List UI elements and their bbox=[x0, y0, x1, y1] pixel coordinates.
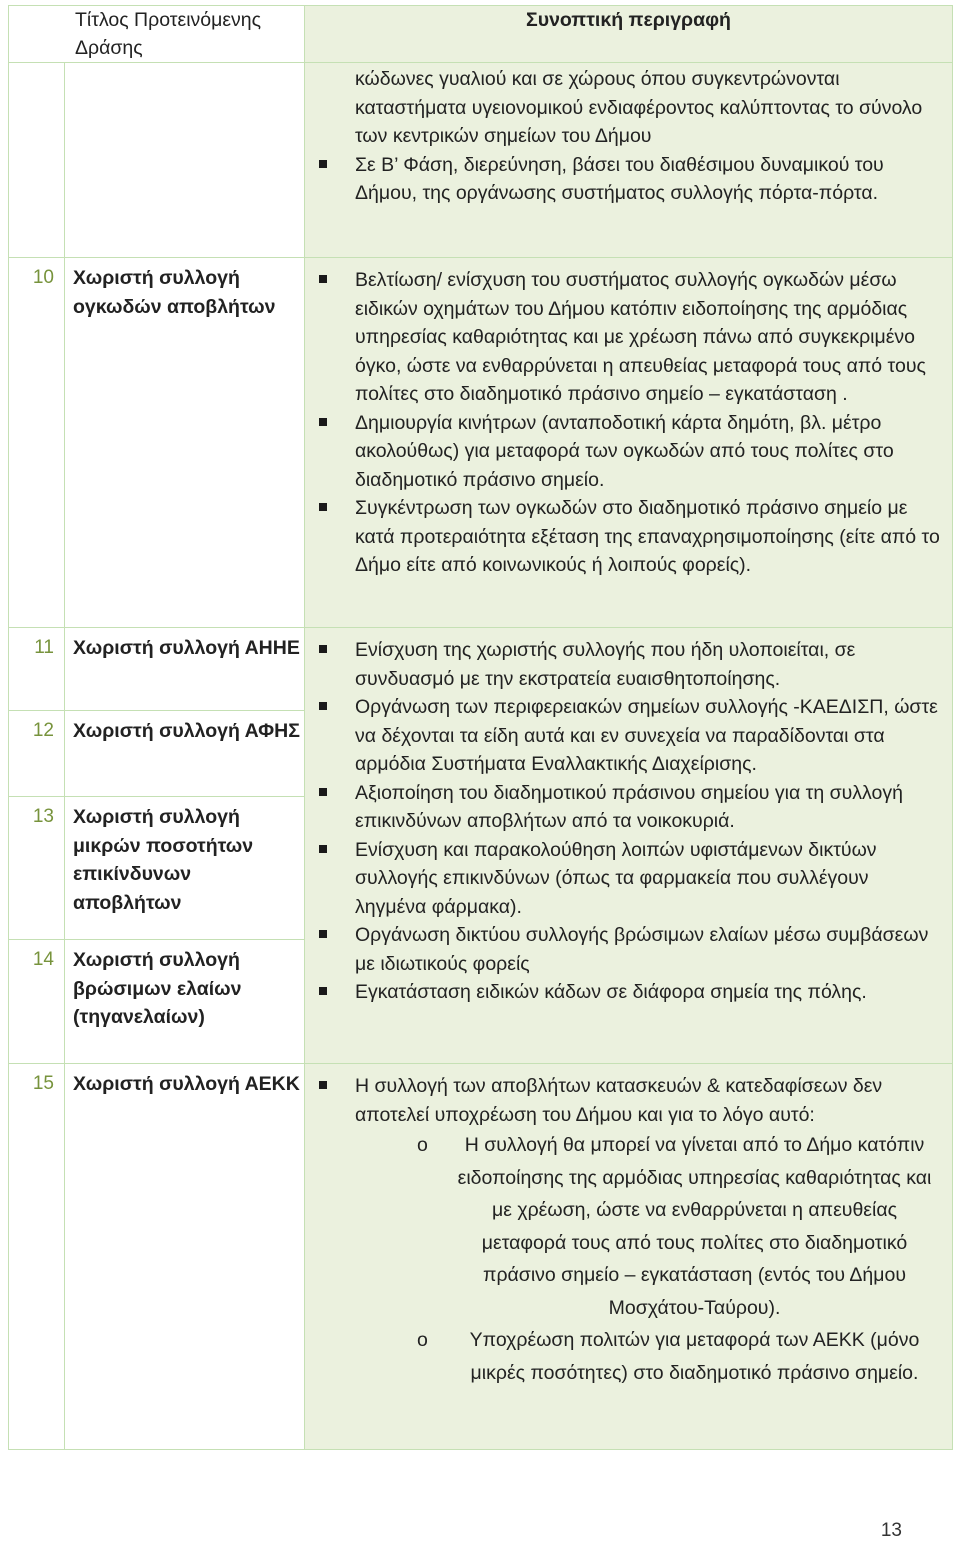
header-description-column: Συνοπτική περιγραφή bbox=[305, 6, 953, 63]
description-cell bbox=[305, 628, 953, 1064]
row-number: 10 bbox=[9, 258, 65, 628]
action-title: Χωριστή συλλογή ΑΗΗΕ bbox=[65, 628, 304, 711]
sub-list-item: o Υποχρέωση πολιτών για μεταφορά των ΑΕΚΚ (μόνο μικρές ποσότητες) στο διαδημοτικό πράσινο σημείο. bbox=[437, 1324, 942, 1389]
header-title-column bbox=[9, 6, 305, 63]
list-item: Βελτίωση/ ενίσχυση του συστήματος συλλογής ογκωδών μέσω ειδικών οχημάτων του Δήμου κατόπιν ειδοποίησης της αρμόδιας υπηρεσίας καθαριότητας και με χρέωση πάνω από συγκεκριμένο όγκο, ώστε να ενθαρρύνεται η απευθείας μεταφορά τους από τους πολίτες στο διαδημοτικό πράσινο σημείο – εγκατάσταση . bbox=[317, 266, 942, 409]
list-item: Οργάνωση δικτύου συλλογής βρώσιμων ελαίων μέσω συμβάσεων με ιδιωτικούς φορείς bbox=[317, 921, 942, 978]
list-item: Δημιουργία κινήτρων (ανταποδοτική κάρτα δημότη, βλ. μέτρο ακολούθως) για μεταφορά των ογκωδών από τους πολίτες στο διαδημοτικό πράσινο σημείο. bbox=[317, 409, 942, 495]
title-cell-empty bbox=[65, 63, 305, 258]
bullet-square-icon bbox=[319, 645, 327, 653]
list-item: Συγκέντρωση των ογκωδών στο διαδημοτικό πράσινο σημείο με κατά προτεραιότητα εξέταση της επαναχρησιμοποίησης (είτε από το Δήμο είτε από κοινωνικούς ή λοιπούς φορείς). bbox=[317, 494, 942, 580]
list-item: Ενίσχυση και παρακολούθηση λοιπών υφιστάμενων δικτύων συλλογής επικινδύνων (όπως τα φαρμακεία που συλλέγουν ληγμένα φάρμακα). bbox=[317, 836, 942, 922]
number-cell-empty bbox=[9, 63, 65, 258]
table-row bbox=[9, 1064, 953, 1450]
list-item: Σε Β’ Φάση, διερεύνηση, βάσει του διαθέσιμου δυναμικού του Δήμου, της οργάνωσης συστήματος συλλογής πόρτα-πόρτα. bbox=[317, 151, 942, 208]
action-title: Χωριστή συλλογή ΑΕΚΚ bbox=[65, 1064, 305, 1450]
row-number: 13 bbox=[32, 806, 54, 827]
row-number: 11 bbox=[34, 637, 54, 658]
row-number: 14 bbox=[32, 949, 54, 970]
bullet-square-icon bbox=[319, 845, 327, 853]
circle-bullet-icon: o bbox=[417, 1329, 428, 1351]
list-item: Οργάνωση των περιφερειακών σημείων συλλογής -ΚΑΕΔΙΣΠ, ώστε να δέχονται τα είδη αυτά και εν συνεχεία να παραδίδονται στα αρμόδια Συστήματα Εναλλακτικής Διαχείρισης. bbox=[317, 693, 942, 779]
description-cell bbox=[305, 258, 953, 628]
bullet-square-icon bbox=[319, 418, 327, 426]
action-title: Χωριστή συλλογή μικρών ποσοτήτων επικίνδυνων αποβλήτων bbox=[65, 797, 304, 940]
list-item: Ενίσχυση της χωριστής συλλογής που ήδη υλοποιείται, σε συνδυασμό με την εκστρατεία ευαισθητοποίησης. bbox=[317, 636, 942, 693]
row-number: 15 bbox=[9, 1064, 65, 1450]
bullet-square-icon bbox=[319, 788, 327, 796]
bullet-square-icon bbox=[319, 503, 327, 511]
list-item: Εγκατάσταση ειδικών κάδων σε διάφορα σημεία της πόλης. bbox=[317, 978, 942, 1007]
bullet-square-icon bbox=[319, 275, 327, 283]
list-item: Η συλλογή των αποβλήτων κατασκευών & κατεδαφίσεων δεν αποτελεί υποχρέωση του Δήμου και για το λόγο αυτό: bbox=[317, 1072, 942, 1129]
bullet-square-icon bbox=[319, 160, 327, 168]
list-item: κώδωνες γυαλιού και σε χώρους όπου συγκεντρώνονται καταστήματα υγειονομικού ενδιαφέροντος καλύπτοντας το σύνολο των κεντρικών σημείων του Δήμου bbox=[355, 68, 923, 147]
table-row bbox=[9, 258, 953, 628]
table-header-row bbox=[9, 6, 953, 63]
row-numbers bbox=[9, 628, 65, 1064]
bullet-square-icon bbox=[319, 1081, 327, 1089]
page-number: 13 bbox=[880, 1520, 902, 1541]
action-title: Χωριστή συλλογή ογκωδών αποβλήτων bbox=[65, 258, 305, 628]
bullet-square-icon bbox=[319, 930, 327, 938]
description-cell bbox=[305, 1064, 953, 1450]
action-title: Χωριστή συλλογή ΑΦΗΣ bbox=[65, 711, 304, 797]
table-row bbox=[9, 628, 953, 1064]
list-item: Αξιοποίηση του διαδημοτικού πράσινου σημείου για τη συλλογή επικινδύνων αποβλήτων από τα νοικοκυριά. bbox=[317, 779, 942, 836]
action-title: Χωριστή συλλογή βρώσιμων ελαίων (τηγανελαίων) bbox=[73, 949, 242, 1028]
description-cell bbox=[305, 63, 953, 258]
header-title-text: Τίτλος Προτεινόμενης Δράσης bbox=[75, 9, 262, 59]
action-titles bbox=[65, 628, 305, 1064]
sub-list-item: o Η συλλογή θα μπορεί να γίνεται από το Δήμο κατόπιν ειδοποίησης της αρμόδιας υπηρεσίας καθαριότητας και με χρέωση, ώστε να ενθαρρύνεται η απευθείας μεταφορά τους από τους πολίτες στο διαδημοτικό πράσινο σημείο – εγκατάσταση (εντός του Δήμου Μοσχάτου-Ταύρου). bbox=[437, 1129, 942, 1324]
circle-bullet-icon: o bbox=[417, 1134, 428, 1156]
bullet-square-icon bbox=[319, 702, 327, 710]
bullet-square-icon bbox=[319, 987, 327, 995]
table-row bbox=[9, 63, 953, 258]
row-number: 12 bbox=[32, 720, 54, 741]
actions-table bbox=[8, 5, 953, 1450]
